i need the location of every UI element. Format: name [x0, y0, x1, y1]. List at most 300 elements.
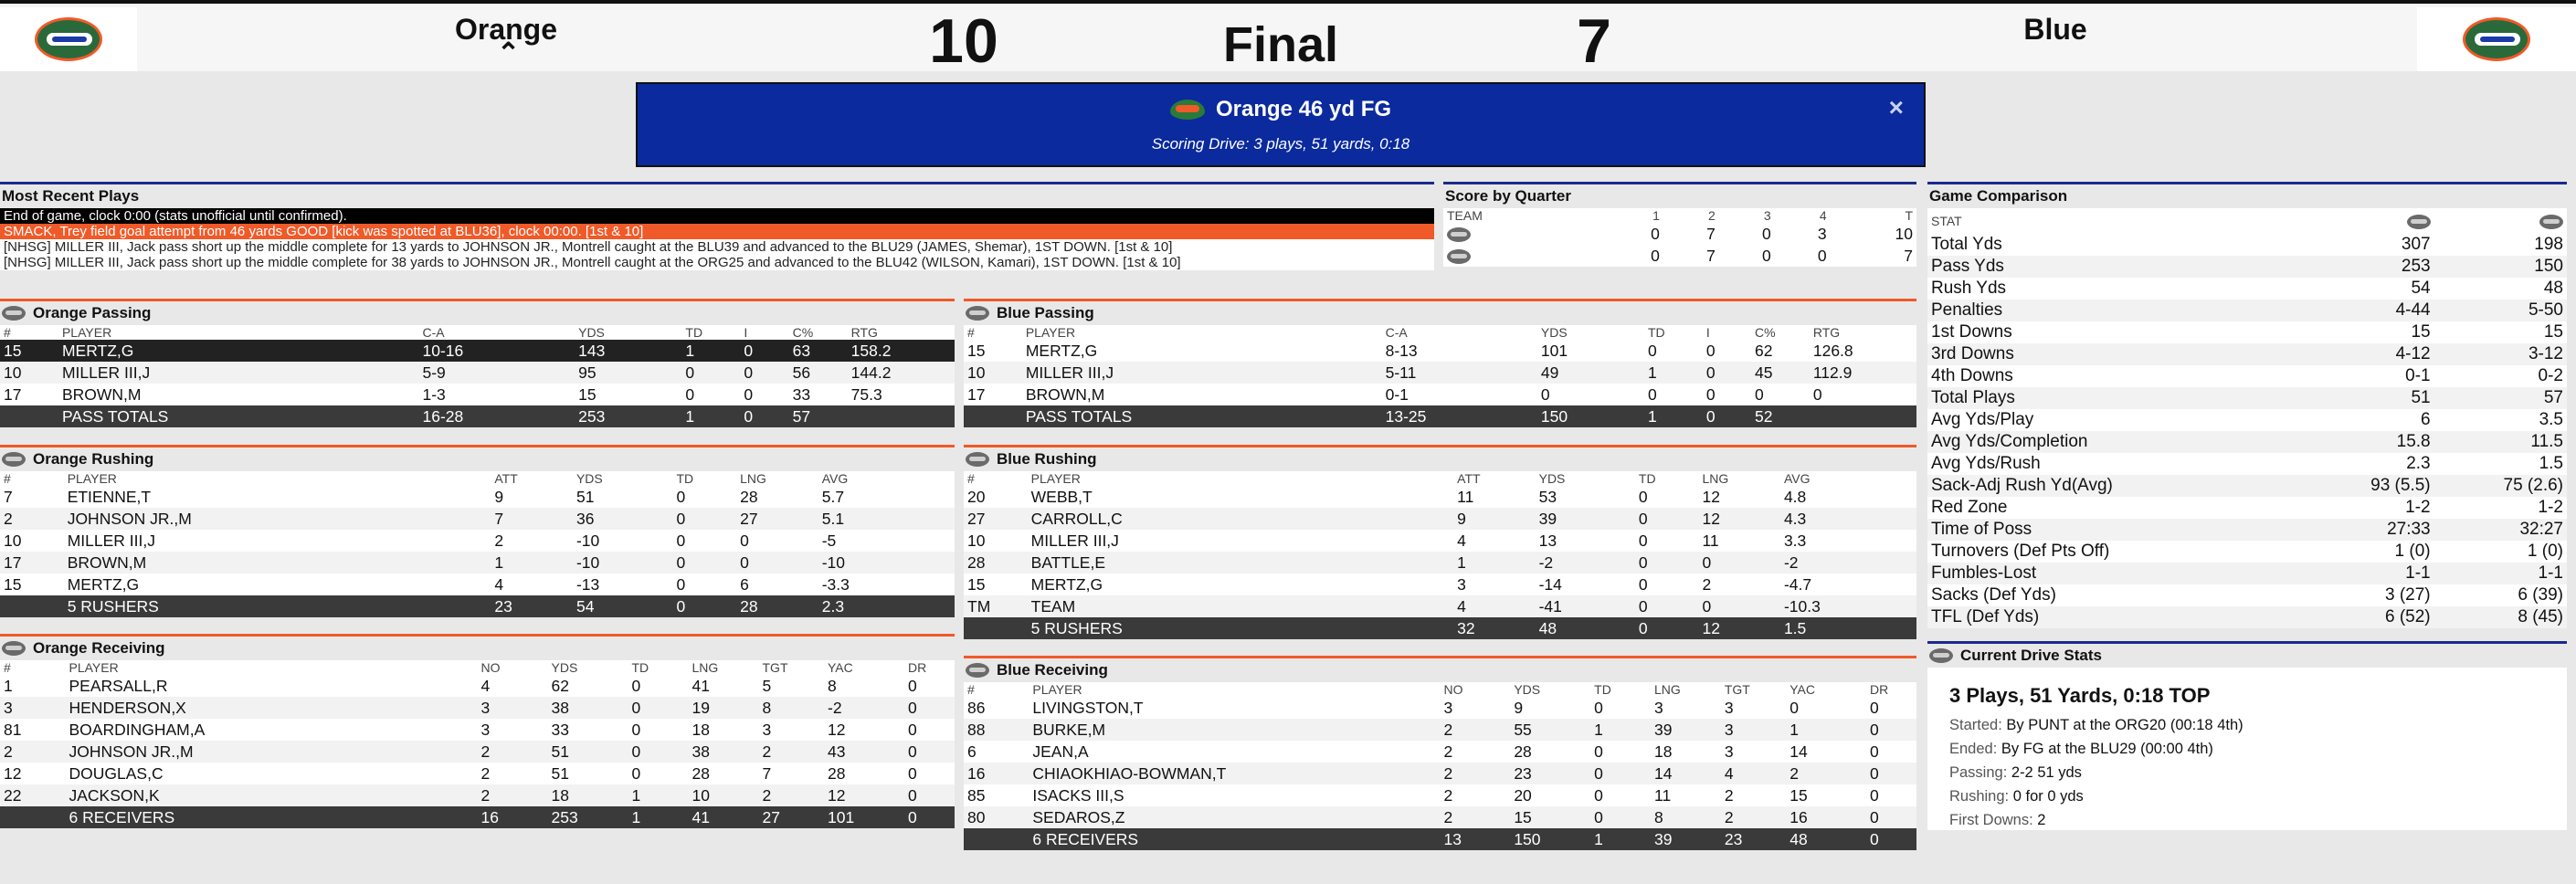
- stat-cell: 81: [4, 720, 22, 739]
- stat-cell: 0: [1812, 384, 1822, 404]
- stat-cell: 15: [578, 384, 596, 404]
- panel-title-text: Blue Rushing: [997, 450, 1097, 468]
- stat-cell: -10: [575, 531, 600, 550]
- panel-title-text: Orange Passing: [33, 304, 152, 321]
- stat-cell: 5.1: [818, 508, 955, 530]
- stat-cell: 0: [1866, 806, 1916, 828]
- player-name[interactable]: MILLER III,J: [58, 362, 419, 384]
- table-row: [1443, 223, 1916, 245]
- stat-cell: 15: [967, 574, 986, 594]
- stat-cell: 3: [478, 697, 548, 719]
- stat-cell: 0: [1590, 806, 1651, 828]
- away-stat-value: 5-50: [2434, 300, 2567, 321]
- stat-cell: 144.2: [848, 362, 955, 384]
- gator-logo-icon: [1447, 249, 1471, 264]
- player-name[interactable]: HENDERSON,X: [66, 697, 478, 719]
- stat-cell: 2: [0, 508, 64, 530]
- stat-cell: 2: [1702, 574, 1712, 594]
- stat-cell: 62: [1755, 341, 1773, 360]
- scoring-play-banner: [636, 82, 1926, 167]
- player-name[interactable]: MERTZ,G: [67, 574, 140, 594]
- column-header: C-A: [422, 325, 445, 340]
- table-header-row: [0, 660, 955, 675]
- player-name[interactable]: BROWN,M: [1025, 384, 1105, 404]
- quarter-score: 0: [1817, 246, 1827, 265]
- stat-cell: 4: [1457, 531, 1466, 550]
- total-cell: 1: [1644, 405, 1703, 427]
- total-cell: 13-25: [1382, 405, 1537, 427]
- table-row[interactable]: [964, 552, 1916, 574]
- drive-summary: 3 Plays, 51 Yards, 0:18 TOP: [1949, 684, 2211, 707]
- column-header: DR: [908, 660, 927, 675]
- panel-title: [0, 637, 955, 660]
- stat-cell: 2: [0, 741, 66, 763]
- gator-logo-icon: [1447, 227, 1471, 242]
- totals-row: [0, 595, 955, 617]
- player-name[interactable]: BOARDINGHAM,A: [69, 720, 206, 739]
- stat-cell: 20: [1514, 785, 1532, 805]
- stat-cell: 10: [967, 531, 986, 550]
- table-row[interactable]: [0, 508, 955, 530]
- total-cell: 2.3: [818, 595, 955, 617]
- stats-table: [964, 682, 1916, 850]
- stat-cell: 2: [494, 531, 504, 550]
- stat-cell: 0-1: [1385, 384, 1409, 404]
- total-cell: 6 RECEIVERS: [66, 806, 478, 828]
- column-header: TD: [685, 325, 703, 340]
- stat-cell: 22: [0, 784, 66, 806]
- home-stat-value: 4-12: [2301, 343, 2433, 365]
- player-name[interactable]: MERTZ,G: [1025, 341, 1098, 360]
- scoring-play-text: Orange 46 yd FG: [1215, 97, 1392, 121]
- stat-cell: 36: [573, 508, 672, 530]
- panel-title: [964, 447, 1916, 471]
- stat-cell: 0: [908, 763, 917, 783]
- blue-receiving-panel: [964, 656, 1916, 850]
- table-row[interactable]: [964, 806, 1916, 828]
- table-row[interactable]: [0, 362, 955, 384]
- stat-cell: 0: [1647, 341, 1657, 360]
- table-row: [1927, 453, 2567, 475]
- table-row: [1927, 300, 2567, 321]
- total-cell: 23: [491, 595, 573, 617]
- drive-detail-value: By PUNT at the ORG20 (00:18 4th): [2006, 717, 2243, 733]
- stat-cell: 4: [1721, 763, 1786, 784]
- table-row[interactable]: [964, 595, 1916, 617]
- home-team-logo: [0, 7, 137, 71]
- player-name[interactable]: JOHNSON JR.,M: [66, 741, 478, 763]
- stat-cell: 2: [1443, 785, 1453, 805]
- gator-logo-icon: [1929, 648, 1953, 663]
- away-team-logo: [2417, 7, 2576, 71]
- stat-cell: 10: [4, 531, 22, 550]
- away-stat-value: 1-2: [2538, 498, 2563, 517]
- stat-label: Total Yds: [1931, 235, 2002, 254]
- table-row[interactable]: [0, 384, 955, 405]
- home-stat-value: 15.8: [2301, 431, 2433, 453]
- column-header: YDS: [575, 471, 603, 486]
- player-name[interactable]: PEARSALL,R: [69, 676, 168, 695]
- stat-cell: 0: [904, 784, 955, 806]
- stat-cell: 0: [908, 720, 917, 739]
- column-header: I: [1705, 325, 1710, 340]
- total-cell: 23: [1721, 828, 1786, 850]
- player-name[interactable]: JACKSON,K: [66, 784, 478, 806]
- away-stat-value: 8 (45): [2434, 606, 2567, 628]
- stat-cell: 2: [478, 784, 548, 806]
- stat-cell: 51: [575, 487, 595, 506]
- player-name[interactable]: BROWN,M: [64, 552, 491, 574]
- away-stat-value: 57: [2434, 387, 2567, 409]
- total-cell: 1.5: [1780, 617, 1916, 639]
- panel-title: [0, 301, 955, 325]
- table-header-row: [964, 682, 1916, 697]
- stat-cell: 0: [736, 552, 818, 574]
- stat-cell: 7: [762, 763, 772, 783]
- table-row[interactable]: [0, 574, 955, 595]
- player-name[interactable]: CHIAOKHIAO-BOWMAN,T: [1029, 763, 1440, 784]
- stat-cell: 5-11: [1382, 362, 1537, 384]
- player-name[interactable]: MILLER III,J: [67, 531, 155, 550]
- table-row: [1927, 584, 2567, 606]
- stat-cell: 10: [0, 362, 58, 384]
- stat-label: Avg Yds/Play: [1931, 410, 2034, 429]
- stat-cell: 13: [1538, 531, 1557, 550]
- away-stat-value: 1.5: [2539, 454, 2563, 473]
- stat-cell: -2: [824, 697, 904, 719]
- column-header: PLAYER: [1032, 682, 1082, 697]
- game-status: Final: [1222, 17, 1338, 72]
- stat-cell: -10: [818, 552, 955, 574]
- table-row: [1443, 245, 1916, 267]
- column-header: [2434, 208, 2567, 234]
- drive-detail-label: First Downs:: [1949, 812, 2033, 828]
- total-cell: [848, 405, 955, 427]
- stats-table: [0, 660, 955, 828]
- stat-cell: 0: [1638, 487, 1648, 506]
- chevron-up-icon[interactable]: ⌃: [497, 38, 521, 68]
- column-header: STAT: [1931, 214, 1962, 228]
- player-name[interactable]: SEDAROS,Z: [1029, 806, 1440, 828]
- column-header: #: [967, 682, 975, 697]
- stat-cell: 10-16: [419, 340, 575, 362]
- gator-logo-icon: [1170, 100, 1205, 120]
- table-row[interactable]: [964, 486, 1916, 508]
- stat-cell: 0: [1698, 552, 1779, 574]
- quarter-score: 0: [1651, 224, 1660, 243]
- player-name[interactable]: JOHNSON JR.,M: [64, 508, 491, 530]
- stats-table: [964, 471, 1916, 639]
- away-stat-value: 150: [2434, 256, 2567, 278]
- stat-cell: 0: [1866, 763, 1916, 784]
- player-name[interactable]: MERTZ,G: [1030, 574, 1103, 594]
- home-stat-value: 1-1: [2301, 563, 2433, 584]
- stat-cell: 0: [672, 552, 736, 574]
- stat-cell: 41: [692, 676, 710, 695]
- stat-cell: 0: [1870, 698, 1879, 717]
- stat-cell: 86: [967, 698, 986, 717]
- stat-cell: 0: [1590, 763, 1651, 784]
- table-row: [1927, 606, 2567, 628]
- panel-title-text: Blue Receiving: [997, 661, 1108, 679]
- total-score: 10: [1895, 224, 1913, 243]
- stat-cell: -13: [575, 574, 600, 594]
- orange-receiving-panel: [0, 634, 955, 828]
- stat-cell: 17: [4, 384, 22, 404]
- total-cell: [964, 828, 1029, 850]
- column-header: PLAYER: [69, 660, 119, 675]
- stat-cell: 0: [1638, 531, 1648, 550]
- play-item[interactable]: End of game, clock 0:00 (stats unofficial until confirmed).: [0, 208, 1434, 224]
- total-cell: 13: [1440, 828, 1510, 850]
- play-item[interactable]: SMACK, Trey field goal attempt from 46 yards GOOD [kick was spotted at BLU36], clock 00:00. [1st & 10]: [0, 224, 1434, 239]
- stat-cell: 9: [1514, 698, 1524, 717]
- stat-cell: 2: [480, 763, 491, 783]
- stat-cell: 0: [1635, 552, 1699, 574]
- drive-detail-value: 2-2 51 yds: [2011, 764, 2082, 781]
- stat-cell: 1: [681, 340, 740, 362]
- stat-cell: 0: [1755, 384, 1764, 404]
- player-name[interactable]: MILLER III,J: [1022, 362, 1382, 384]
- stat-cell: 12: [4, 763, 22, 783]
- total-cell: [1810, 405, 1916, 427]
- table-row: [1927, 563, 2567, 584]
- score-by-quarter-panel: [1443, 182, 1916, 289]
- stat-cell: 15: [0, 340, 58, 362]
- stat-cell: 0: [908, 676, 917, 695]
- player-name[interactable]: MERTZ,G: [58, 340, 419, 362]
- total-cell: 52: [1751, 405, 1810, 427]
- player-name[interactable]: ETIENNE,T: [67, 487, 152, 506]
- stat-cell: 2: [1440, 719, 1510, 741]
- stat-cell: 0: [1594, 698, 1603, 717]
- table-row[interactable]: [964, 340, 1916, 362]
- table-row[interactable]: [0, 719, 955, 741]
- table-row[interactable]: [964, 741, 1916, 763]
- stat-cell: 7: [4, 487, 13, 506]
- stat-cell: 7: [491, 508, 573, 530]
- table-row[interactable]: [964, 763, 1916, 784]
- away-stat-value: 1 (0): [2527, 542, 2563, 561]
- play-item[interactable]: [NHSG] MILLER III, Jack pass short up the middle complete for 13 yards to JOHNSON JR., Montrell caught at the BLU39 and advanced to the BLU29 (JAMES, Shemar), 1ST DOWN. [1st & 10]: [0, 239, 1434, 255]
- player-name[interactable]: ISACKS III,S: [1032, 785, 1124, 805]
- stat-label: Rush Yds: [1931, 279, 2007, 298]
- column-header: AVG: [1783, 471, 1811, 486]
- stat-cell: -10.3: [1780, 595, 1916, 617]
- stat-cell: 16: [964, 763, 1029, 784]
- table-row[interactable]: [0, 741, 955, 763]
- stat-cell: 10: [964, 362, 1022, 384]
- home-stat-value: 2.3: [2406, 454, 2431, 473]
- table-row[interactable]: [964, 784, 1916, 806]
- stat-label: Fumbles-Lost: [1927, 563, 2301, 584]
- table-row[interactable]: [0, 675, 955, 697]
- table-row[interactable]: [964, 697, 1916, 719]
- stat-cell: -3.3: [821, 574, 850, 594]
- away-stat-value: 75 (2.6): [2434, 475, 2567, 497]
- table-row[interactable]: [0, 552, 955, 574]
- column-header: TD: [1594, 682, 1611, 697]
- totals-row: [964, 617, 1916, 639]
- away-stat-value: 15: [2543, 322, 2563, 342]
- stat-cell: 15: [1789, 785, 1808, 805]
- total-cell: 1: [681, 405, 740, 427]
- home-team-name[interactable]: Orange: [454, 13, 558, 46]
- table-row[interactable]: [964, 574, 1916, 595]
- table-row[interactable]: [0, 697, 955, 719]
- stat-cell: 3: [480, 720, 491, 739]
- panel-title: [0, 447, 955, 471]
- totals-row: [964, 828, 1916, 850]
- drive-detail-label: Started:: [1949, 717, 2002, 733]
- stat-cell: 95: [575, 362, 681, 384]
- column-header: PLAYER: [61, 325, 112, 340]
- stat-label: Total Plays: [1927, 387, 2301, 409]
- stat-cell: 49: [1537, 362, 1644, 384]
- drive-detail-row: [1949, 737, 2545, 761]
- column-header: 1: [1652, 208, 1660, 223]
- play-item[interactable]: [NHSG] MILLER III, Jack pass short up the middle complete for 38 yards to JOHNSON JR., Montrell caught at the ORG25 and advanced to the BLU42 (WILSON, Kamari), 1ST DOWN. [1st & 10]: [0, 255, 1434, 270]
- drive-detail-label: Rushing:: [1949, 788, 2010, 805]
- home-stat-value: 0-1: [2405, 366, 2431, 385]
- stat-cell: 1-3: [422, 384, 446, 404]
- stat-cell: 1: [1590, 719, 1651, 741]
- player-name[interactable]: JEAN,A: [1032, 742, 1089, 761]
- stat-cell: 10: [689, 784, 759, 806]
- player-name[interactable]: WEBB,T: [1030, 487, 1093, 506]
- stat-cell: 3: [1654, 698, 1663, 717]
- stat-label: Sack-Adj Rush Yd(Avg): [1927, 475, 2301, 497]
- panel-title: Game Comparison: [1929, 187, 2068, 205]
- table-row: [1927, 343, 2567, 365]
- stats-table: [964, 325, 1916, 427]
- column-header: RTG: [1812, 325, 1841, 340]
- total-cell: 0: [1635, 617, 1699, 639]
- stat-cell: 5: [762, 676, 772, 695]
- column-header: LNG: [1654, 682, 1681, 697]
- stat-cell: 88: [964, 719, 1029, 741]
- total-cell: 253: [575, 405, 681, 427]
- table-header-row: [0, 325, 955, 340]
- stat-cell: 3: [1721, 719, 1786, 741]
- table-row: [1927, 234, 2567, 256]
- column-header: LNG: [740, 471, 766, 486]
- most-recent-plays-panel: [0, 182, 1434, 289]
- stat-cell: 45: [1751, 362, 1810, 384]
- stat-cell: 6: [740, 574, 749, 594]
- total-cell: 12: [1698, 617, 1779, 639]
- stat-label: TFL (Def Yds): [1927, 606, 2301, 628]
- gator-logo-icon: [966, 306, 989, 321]
- drive-detail-row: [1949, 808, 2545, 832]
- stat-cell: 0: [631, 720, 641, 739]
- player-name[interactable]: CARROLL,C: [1028, 508, 1454, 530]
- player-name[interactable]: MILLER III,J: [1030, 531, 1119, 550]
- table-row[interactable]: [964, 719, 1916, 741]
- stat-cell: 4.8: [1783, 487, 1807, 506]
- column-header: 4: [1819, 208, 1827, 223]
- total-cell: 54: [573, 595, 672, 617]
- stat-cell: 1: [1453, 552, 1535, 574]
- stat-cell: 0: [676, 487, 686, 506]
- away-stat-value: 3.5: [2539, 410, 2563, 429]
- player-name[interactable]: LIVINGSTON,T: [1032, 698, 1144, 717]
- stat-cell: -41: [1536, 595, 1635, 617]
- stat-cell: 11: [1702, 531, 1719, 550]
- stat-cell: 18: [1654, 742, 1673, 761]
- table-row[interactable]: [0, 784, 955, 806]
- table-row: [1927, 475, 2567, 497]
- column-header: RTG: [850, 325, 878, 340]
- away-team-name[interactable]: Blue: [2023, 13, 2087, 46]
- home-stat-value: 253: [2301, 256, 2433, 278]
- stat-cell: 12: [1702, 487, 1720, 506]
- player-name[interactable]: DOUGLAS,C: [69, 763, 164, 783]
- home-stat-value: 1-2: [2405, 498, 2431, 517]
- stat-cell: 0: [1647, 384, 1657, 404]
- stat-cell: 27: [964, 508, 1028, 530]
- column-header: YDS: [1540, 325, 1568, 340]
- table-row[interactable]: [0, 486, 955, 508]
- table-header-row: [964, 325, 1916, 340]
- stat-cell: 17: [0, 552, 64, 574]
- gator-logo-icon: [2539, 215, 2563, 229]
- player-name[interactable]: BATTLE,E: [1028, 552, 1454, 574]
- orange-rushing-panel: [0, 445, 955, 617]
- player-name[interactable]: BROWN,M: [61, 384, 142, 404]
- stat-cell: 4.3: [1780, 508, 1916, 530]
- table-row[interactable]: [0, 340, 955, 362]
- stat-cell: 23: [1510, 763, 1590, 784]
- table-row[interactable]: [964, 508, 1916, 530]
- stat-cell: 33: [551, 720, 569, 739]
- total-cell: 57: [789, 405, 848, 427]
- stat-cell: 2: [478, 741, 548, 763]
- table-row[interactable]: [0, 530, 955, 552]
- stat-cell: 28: [964, 552, 1028, 574]
- column-header: NO: [480, 660, 501, 675]
- stat-label: Avg Yds/Completion: [1927, 431, 2301, 453]
- column-header: #: [967, 325, 975, 340]
- stat-label: 4th Downs: [1931, 366, 2013, 385]
- column-header: TD: [1638, 471, 1656, 486]
- close-icon[interactable]: ×: [1888, 93, 1904, 121]
- table-row[interactable]: [964, 362, 1916, 384]
- stat-cell: 2: [759, 784, 825, 806]
- total-cell: [0, 806, 66, 828]
- table-row[interactable]: [964, 530, 1916, 552]
- table-row[interactable]: [0, 763, 955, 784]
- away-stat-value: 11.5: [2434, 431, 2567, 453]
- gator-logo-icon: [966, 452, 989, 467]
- stat-label: Turnovers (Def Pts Off): [1931, 542, 2110, 561]
- stat-cell: 0: [628, 697, 689, 719]
- stat-cell: 6: [967, 742, 977, 761]
- table-row[interactable]: [964, 384, 1916, 405]
- stat-cell: 39: [1651, 719, 1721, 741]
- column-header: LNG: [1702, 471, 1729, 486]
- drive-detail-value: 0 for 0 yds: [2012, 788, 2084, 805]
- player-name[interactable]: TEAM: [1028, 595, 1454, 617]
- stat-cell: 0: [1870, 742, 1879, 761]
- stat-cell: 12: [824, 784, 904, 806]
- player-name[interactable]: BURKE,M: [1029, 719, 1440, 741]
- orange-passing-panel: [0, 299, 955, 427]
- total-score: 7: [1904, 246, 1913, 265]
- gator-logo-icon: [2, 641, 26, 656]
- table-row: [1927, 278, 2567, 300]
- stat-cell: 3: [1457, 574, 1466, 594]
